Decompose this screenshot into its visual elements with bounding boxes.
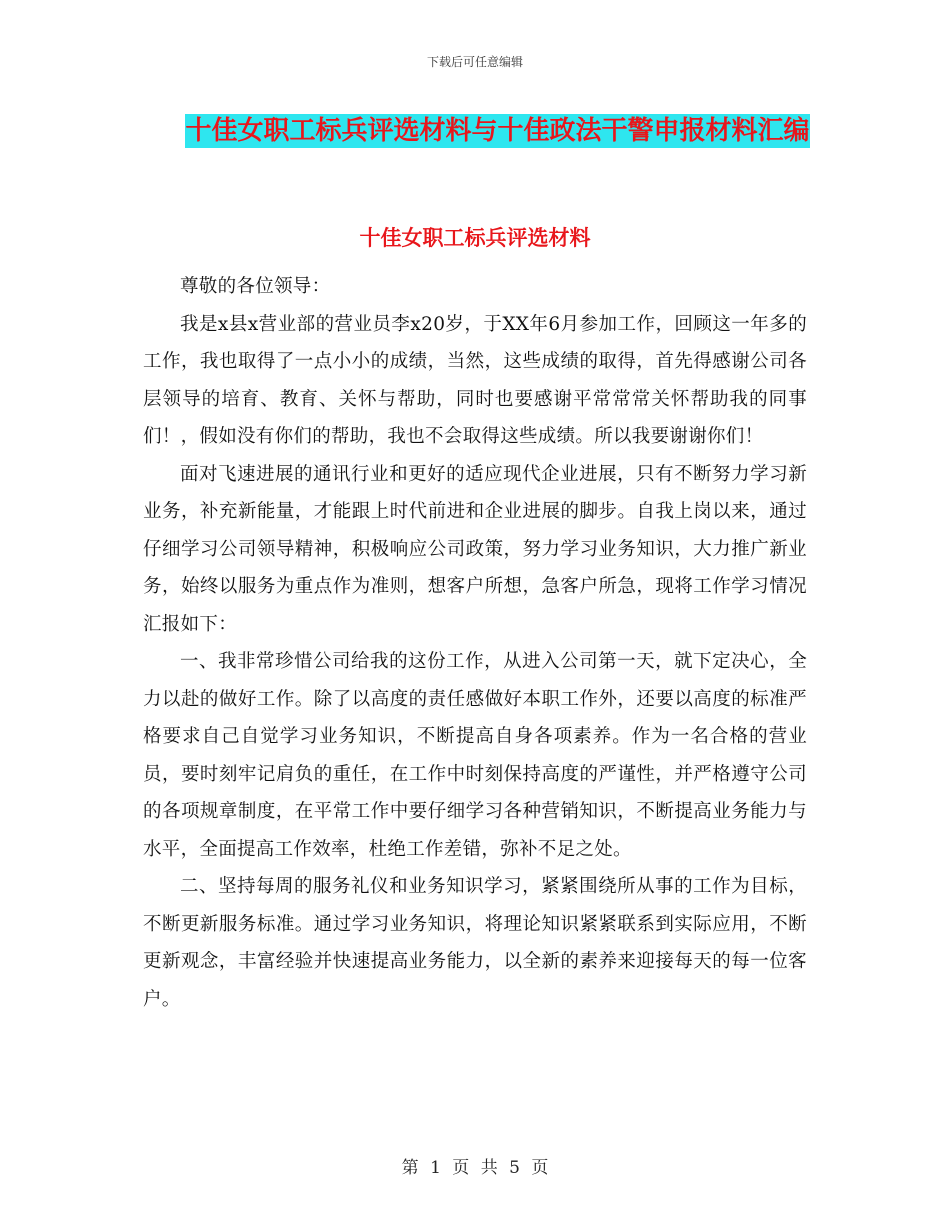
document-title-text: 十佳女职工标兵评选材料与十佳政法干警申报材料汇编 xyxy=(185,116,810,146)
paragraph: 一、我非常珍惜公司给我的这份工作，从进入公司第一天，就下定决心，全力以赴的做好工作。除了以高度的责任感做好本职工作外，还要以高度的标准严格要求自己自觉学习业务知识，不断提高自身各项素养。作为一名合格的营业员，要时刻牢记肩负的重任，在工作中时刻保持高度的严谨性，并严格遵守公司的各项规章制度，在平常工作中要仔细学习各种营销知识，不断提高业务能力与水平，全面提高工作效率，杜绝工作差错，弥补不足之处。 xyxy=(143,651,807,860)
document-title xyxy=(185,110,810,152)
paragraph: 面对飞速进展的通讯行业和更好的适应现代企业进展，只有不断努力学习新业务，补充新能量，才能跟上时代前进和企业进展的脚步。自我上岗以来，通过仔细学习公司领导精神，积极响应公司政策，努力学习业务知识，大力推广新业务，始终以服务为重点作为准则，想客户所想，急客户所急，现将工作学习情况汇报如下： xyxy=(143,463,807,635)
salutation: 尊敬的各位领导： xyxy=(180,276,331,297)
page-footer: 第 1 页 共 5 页 xyxy=(401,1158,549,1178)
header-note: 下载后可任意编辑 xyxy=(426,55,523,69)
document-body xyxy=(143,268,807,1018)
section-title: 十佳女职工标兵评选材料 xyxy=(359,226,591,250)
paragraph: 我是x县x营业部的营业员李x20岁，于XX年6月参加工作，回顾这一年多的工作，我也取得了一点小小的成绩，当然，这些成绩的取得，首先得感谢公司各层领导的培育、教育、关怀与帮助，同时也要感谢平常常常关怀帮助我的同事们！，假如没有你们的帮助，我也不会取得这些成绩。所以我要谢谢你们！ xyxy=(143,313,807,447)
paragraph: 二、坚持每周的服务礼仪和业务知识学习，紧紧围绕所从事的工作为目标，不断更新服务标准。通过学习业务知识，将理论知识紧紧联系到实际应用，不断更新观念，丰富经验并快速提高业务能力，以全新的素养来迎接每天的每一位客户。 xyxy=(143,876,807,1010)
